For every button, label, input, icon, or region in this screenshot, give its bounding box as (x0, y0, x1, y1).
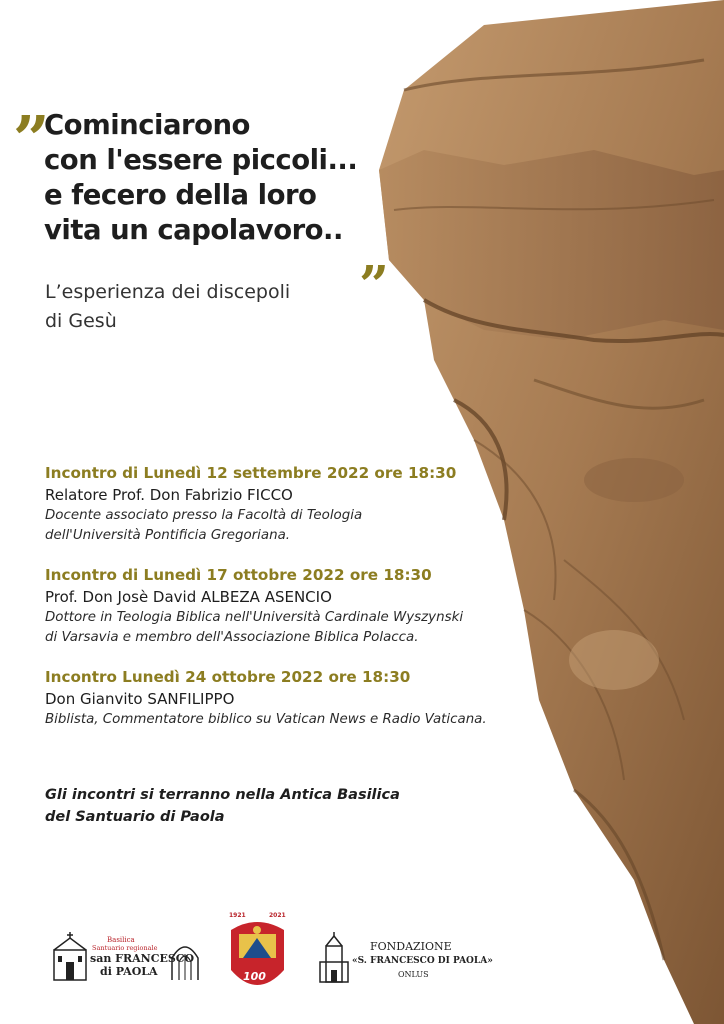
fondazione-logo-line: FONDAZIONE (370, 940, 452, 953)
centenary-year-end: 2021 (269, 912, 286, 919)
title-line: e fecero della loro (44, 179, 317, 211)
event-heading: Incontro di Lunedì 17 ottobre 2022 ore 18:30 (45, 566, 432, 584)
centenary-emblem-icon (225, 920, 290, 998)
event-item (45, 564, 525, 648)
title-line: Cominciarono (44, 109, 250, 141)
event-item (45, 666, 525, 730)
tower-icon (318, 932, 350, 984)
event-description-line: Biblista, Commentatore biblico su Vatican News e Radio Vaticana. (45, 712, 487, 727)
event-heading: Incontro Lunedì 24 ottobre 2022 ore 18:30 (45, 668, 411, 686)
event-speaker: Prof. Don Josè David ALBEZA ASENCIO (45, 588, 332, 606)
closing-quote-mark: „ (360, 225, 390, 286)
event-description-line: Dottore in Teologia Biblica nell'Università Cardinale Wyszynski (45, 610, 464, 625)
basilica-logo (52, 932, 202, 982)
basilica-logo-line: san FRANCESCO (90, 952, 195, 965)
poster-subtitle (45, 278, 345, 336)
venue-line: del Santuario di Paola (45, 809, 225, 825)
event-speaker: Relatore Prof. Don Fabrizio FICCO (45, 486, 293, 504)
event-heading: Incontro di Lunedì 12 settembre 2022 ore 18:30 (45, 464, 457, 482)
opening-quote-mark: „ (14, 66, 51, 141)
centenary-year-start: 1921 (229, 912, 246, 919)
centenary-number: 100 (243, 970, 266, 983)
centenary-logo (225, 912, 290, 998)
fondazione-logo (318, 932, 493, 984)
gothic-arch-icon (170, 940, 200, 980)
basilica-logo-line: Santuario regionale (92, 944, 158, 952)
event-description (45, 506, 525, 546)
basilica-logo-line: di PAOLA (100, 965, 158, 978)
events-list (45, 462, 525, 748)
fondazione-logo-line: ONLUS (398, 970, 429, 979)
fondazione-logo-line: «S. FRANCESCO DI PAOLA» (352, 956, 493, 966)
event-description (45, 710, 525, 730)
event-description-line: di Varsavia e membro dell'Associazione Biblica Polacca. (45, 630, 419, 645)
event-description-line: dell'Università Pontificia Gregoriana. (45, 528, 291, 543)
event-description (45, 608, 525, 648)
poster-title (44, 108, 384, 248)
event-description-line: Docente associato presso la Facoltà di Teologia (45, 508, 363, 523)
basilica-logo-line: Basilica (107, 936, 135, 944)
venue-line: Gli incontri si terranno nella Antica Basilica (45, 787, 400, 803)
venue-note (45, 784, 465, 828)
title-line: vita un capolavoro.. (44, 214, 343, 246)
subtitle-line: di Gesù (45, 310, 117, 332)
subtitle-line: L’esperienza dei discepoli (45, 281, 291, 303)
church-facade-icon (52, 932, 88, 982)
title-line: con l'essere piccoli... (44, 144, 358, 176)
event-speaker: Don Gianvito SANFILIPPO (45, 690, 235, 708)
event-item (45, 462, 525, 546)
